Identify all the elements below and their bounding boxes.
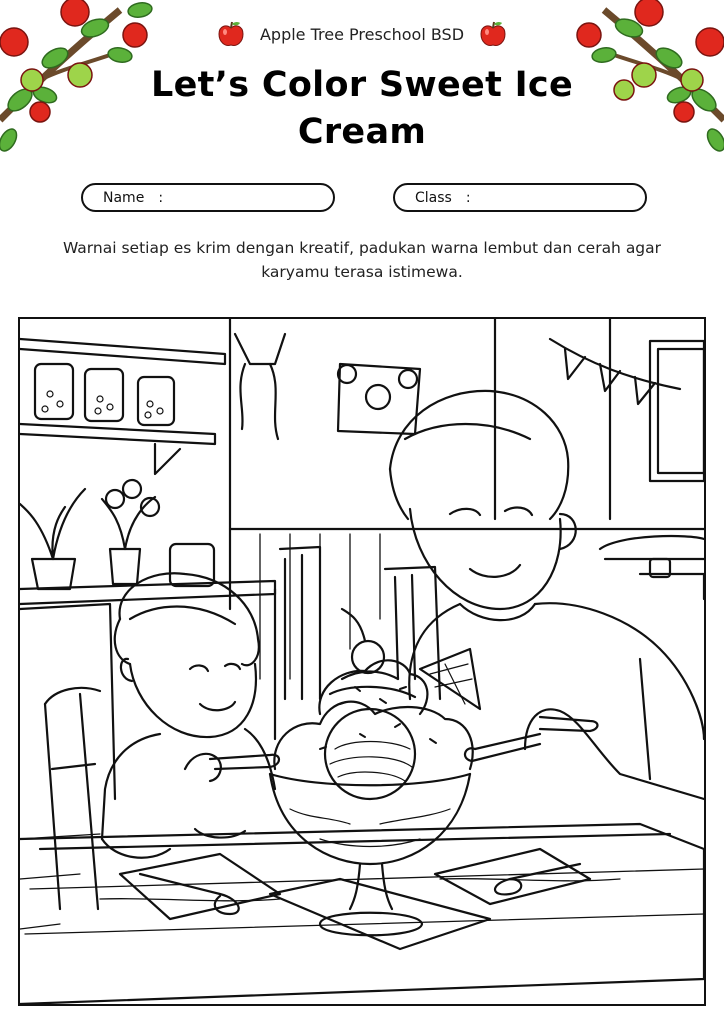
apple-icon [478,19,508,49]
instructions-text: Warnai setiap es krim dengan kreatif, padukan warna lembut dan cerah agar karyamu terasa istimewa. [62,239,662,281]
apple-icon [216,19,246,49]
page-title: Let’s Color Sweet Ice Cream [150,65,574,152]
class-field[interactable] [393,183,647,212]
school-header [0,18,724,50]
name-colon: : [158,189,164,206]
school-name: Apple Tree Preschool BSD [259,24,465,44]
class-label: Class [415,189,452,206]
table [20,824,704,1004]
name-label: Name [103,189,145,206]
class-colon: : [465,189,471,206]
name-field[interactable] [81,183,335,212]
child-figure [102,573,279,857]
coloring-illustration [18,317,706,1006]
